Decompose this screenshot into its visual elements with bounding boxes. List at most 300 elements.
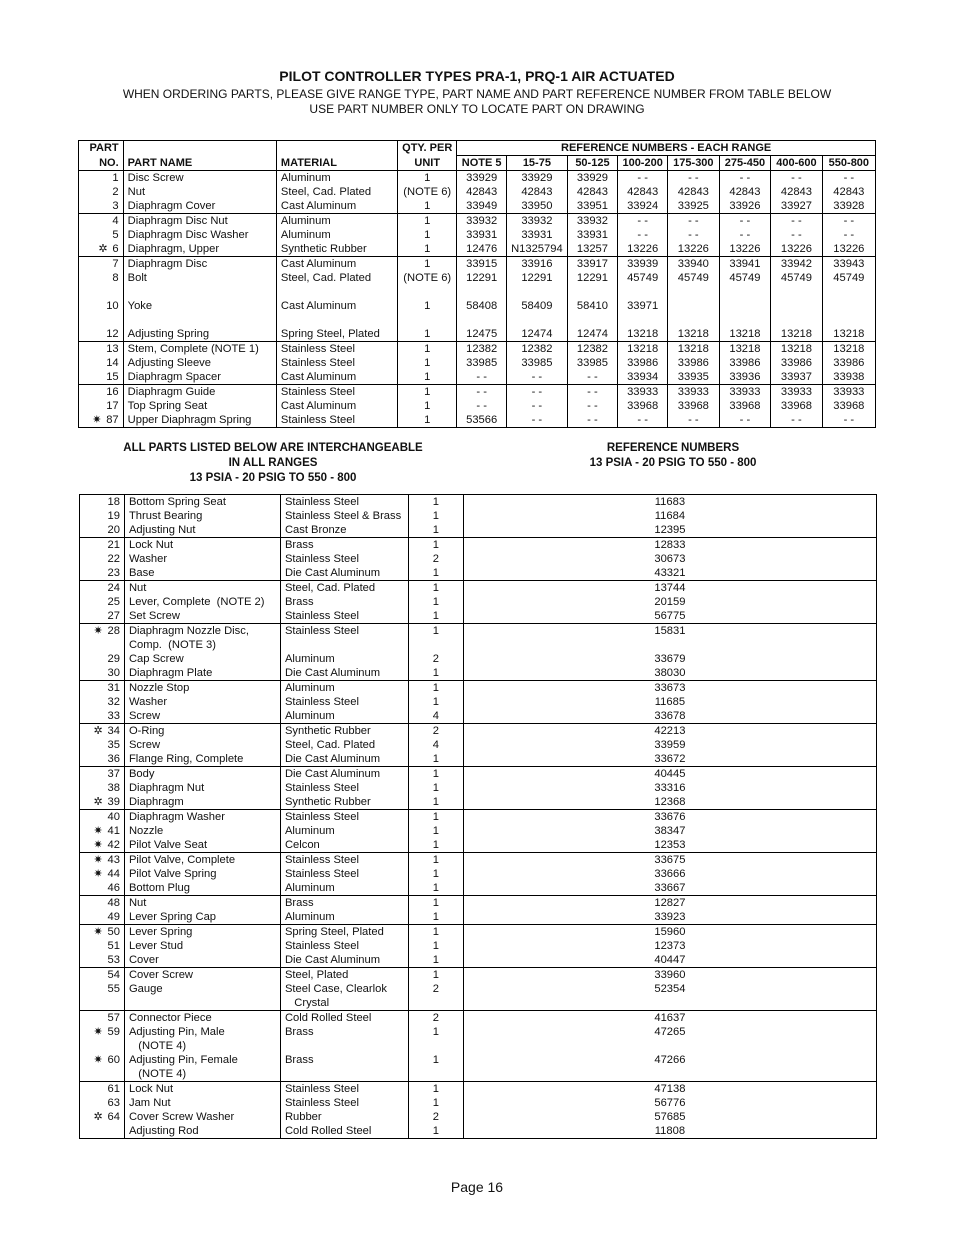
reference-number-cell: 33917 [567,257,618,272]
reference-number-cell: 33932 [567,214,618,229]
part-name-cell: Stem, Complete (NOTE 1) [123,342,276,357]
part-name-cell: Lock Nut [124,1082,280,1097]
reference-number-cell: 33932 [507,214,568,229]
part-number-cell [80,509,125,523]
part-name-cell: Screw [124,709,280,724]
table-row [80,538,877,553]
material-cell: Synthetic Rubber [280,724,408,739]
reference-number-cell: 41637 [463,1011,876,1026]
part-number-cell [80,1124,125,1139]
part-number: 3 [112,200,119,212]
table-row [79,370,876,385]
reference-number-cell: 42843 [618,185,668,199]
table-row [80,853,877,868]
part-number: 33 [107,710,120,722]
reference-number-cell: 33968 [771,399,823,413]
interchangeable-heading-line: 13 PSIA - 20 PSIG TO 550 - 800 [189,472,357,484]
reference-number-cell: 38030 [463,666,876,681]
table-row [80,982,877,996]
reference-number-cell: 13218 [618,327,668,342]
reference-number-cell: 56775 [463,609,876,624]
part-marker: ✲ [98,243,108,255]
qty-cell: 1 [398,413,457,428]
material-cell [280,1067,408,1082]
table-row [80,595,877,609]
part-name-cell: Lever Stud [124,939,280,953]
reference-number-cell: 33985 [457,356,507,370]
header-part: PART [89,142,119,154]
table-row [79,413,876,428]
qty-cell: 4 [408,738,463,752]
part-number-cell [80,953,125,968]
part-number-cell [80,795,125,810]
part-number-cell [79,356,124,370]
reference-number-cell: 40447 [463,953,876,968]
reference-number-cell: 12353 [463,838,876,853]
header-range: 400-600 [771,156,823,171]
reference-number-cell: 33926 [719,199,771,214]
table-row [80,652,877,666]
material-cell: Die Cast Aluminum [280,566,408,581]
part-name-cell: Body [124,767,280,782]
part-name-cell [123,313,276,327]
qty-cell: 1 [408,810,463,825]
part-number-cell [80,495,125,510]
reference-number-cell: 33950 [507,199,568,214]
qty-cell: 1 [408,695,463,709]
part-number-cell [79,271,124,285]
qty-cell [408,996,463,1011]
part-number-cell [80,1025,125,1039]
part-number: 21 [107,539,120,551]
table-row [80,896,877,911]
part-number: 43 [107,854,120,866]
part-name-cell: (NOTE 4) [124,1067,280,1082]
table-row [79,185,876,199]
part-number-cell [79,285,124,299]
qty-cell [408,1067,463,1082]
part-number: 14 [106,357,119,369]
reference-number-cell: 13226 [719,242,771,257]
part-number: 54 [107,969,120,981]
part-number-cell [80,681,125,696]
reference-number-cell [668,285,720,299]
part-number: 15 [106,371,119,383]
reference-number-cell: 13218 [668,342,720,357]
table-row [80,695,877,709]
part-number: 13 [106,343,119,355]
interchangeable-heading-line: IN ALL RANGES [228,457,318,469]
qty-cell [398,285,457,299]
reference-number-cell: 13226 [668,242,720,257]
reference-number-cell: 33925 [668,199,720,214]
reference-number-cell: - - [668,214,720,229]
qty-cell: 1 [408,1053,463,1067]
material-cell: Cast Aluminum [276,399,397,413]
reference-number-cell: 33986 [618,356,668,370]
common-parts-table [79,494,877,1139]
material-cell: Cast Aluminum [276,257,397,272]
reference-number-cell: 38347 [463,824,876,838]
material-cell [280,638,408,652]
material-cell: Aluminum [280,681,408,696]
reference-number-cell: - - [618,171,668,186]
material-cell: Stainless Steel [280,695,408,709]
material-cell: Steel, Cad. Plated [280,738,408,752]
part-name-cell: Diaphragm Plate [124,666,280,681]
part-number: 59 [107,1026,120,1038]
table-row [79,271,876,285]
part-name-cell: Nozzle [124,824,280,838]
part-number-cell [80,724,125,739]
reference-number-cell: 33931 [507,228,568,242]
part-number-cell [80,925,125,940]
part-name-cell: Bottom Plug [124,881,280,896]
material-cell: Cast Aluminum [276,199,397,214]
qty-cell: 1 [408,824,463,838]
reference-number-cell [719,285,771,299]
qty-cell: 1 [408,752,463,767]
material-cell: Steel, Cad. Plated [276,185,397,199]
part-number-cell [79,399,124,413]
part-number: 60 [107,1054,120,1066]
header-qty-per: QTY. PER [398,141,457,156]
table-row [79,327,876,342]
header-range: 50-125 [567,156,618,171]
material-cell: Brass [280,896,408,911]
reference-number-cell: 33986 [822,356,875,370]
reference-number-cell: - - [719,413,771,428]
part-number: 61 [107,1083,120,1095]
part-number-cell [80,867,125,881]
part-name-cell: Nut [124,581,280,596]
part-number: 25 [107,596,120,608]
material-cell: Synthetic Rubber [280,795,408,810]
table-row [80,638,877,652]
reference-number-cell: 33933 [822,385,875,400]
table-row [80,1067,877,1082]
part-number: 64 [107,1111,120,1123]
reference-number-cell: 13226 [822,242,875,257]
part-name-cell: Lever Spring Cap [124,910,280,925]
part-number: 51 [107,940,120,952]
table-row [80,1011,877,1026]
table-row [80,953,877,968]
qty-cell: 1 [408,1025,463,1039]
table-row [80,996,877,1011]
material-cell [276,285,397,299]
part-number-cell [79,185,124,199]
reference-number-cell: 11683 [463,495,876,510]
reference-number-cell: 42843 [771,185,823,199]
reference-number-cell: - - [771,171,823,186]
reference-number-cell: 13218 [719,327,771,342]
reference-number-cell: - - [567,370,618,385]
qty-cell: 1 [408,925,463,940]
reference-number-cell: N1325794 [507,242,568,257]
reference-number-cell: 33934 [618,370,668,385]
table-row [79,214,876,229]
reference-number-cell: - - [719,214,771,229]
part-number-cell [80,767,125,782]
reference-number-cell: 33968 [618,399,668,413]
reference-number-cell [507,313,568,327]
reference-number-cell: 11808 [463,1124,876,1139]
material-cell: Stainless Steel [280,552,408,566]
table-row [80,1124,877,1139]
table-row [80,566,877,581]
qty-cell: 1 [398,171,457,186]
qty-cell: 1 [398,214,457,229]
reference-number-cell: 33672 [463,752,876,767]
table-row [80,752,877,767]
part-name-cell: Diaphragm Guide [123,385,276,400]
part-marker: ✲ [93,1111,103,1123]
reference-number-cell: 47266 [463,1053,876,1067]
material-cell: Stainless Steel [276,342,397,357]
part-number: 5 [112,229,119,241]
header-range: 15-75 [507,156,568,171]
reference-number-cell [719,299,771,313]
qty-cell: 2 [408,1110,463,1124]
part-name-cell: Nozzle Stop [124,681,280,696]
qty-cell: 1 [398,385,457,400]
part-name-cell: Yoke [123,299,276,313]
part-name-cell: (NOTE 4) [124,1039,280,1053]
part-number-cell [80,996,125,1011]
qty-cell: 1 [408,581,463,596]
part-number-cell [80,738,125,752]
reference-number-cell: 33971 [618,299,668,313]
qty-cell: 1 [398,199,457,214]
reference-number-cell [618,313,668,327]
part-marker: ✷ [93,1026,103,1038]
drawing-instructions: USE PART NUMBER ONLY TO LOCATE PART ON DRAWING [309,102,645,116]
qty-cell: 1 [408,1082,463,1097]
table-row [80,581,877,596]
reference-number-cell: 33915 [457,257,507,272]
part-marker: ✷ [93,825,103,837]
part-name-cell: Top Spring Seat [123,399,276,413]
reference-number-cell: 12291 [507,271,568,285]
part-number: 34 [107,725,120,737]
reference-number-cell: 42213 [463,724,876,739]
reference-number-cell: - - [668,413,720,428]
reference-number-cell: - - [507,370,568,385]
table-row [79,285,876,299]
qty-cell: 1 [398,399,457,413]
reference-number-cell: - - [719,171,771,186]
reference-number-cell: 45749 [822,271,875,285]
reference-number-cell: 12373 [463,939,876,953]
qty-cell: 1 [408,896,463,911]
part-name-cell: Diaphragm [124,795,280,810]
reference-number-cell: 33932 [457,214,507,229]
table-row [80,1053,877,1067]
reference-number-cell [771,285,823,299]
table-row [79,399,876,413]
part-number-cell [80,939,125,953]
reference-number-cell: 12833 [463,538,876,553]
part-number-cell [80,1110,125,1124]
qty-cell: 1 [408,666,463,681]
part-number-cell [80,1067,125,1082]
part-number: 38 [107,782,120,794]
qty-cell: 1 [408,853,463,868]
reference-number-cell: 45749 [719,271,771,285]
part-name-cell: Lever Spring [124,925,280,940]
reference-number-cell: 11684 [463,509,876,523]
reference-number-cell: 13744 [463,581,876,596]
part-number: 4 [112,215,119,227]
part-number-cell [80,824,125,838]
reference-number-cell: 42843 [822,185,875,199]
qty-cell: 1 [408,795,463,810]
table-row [79,228,876,242]
reference-number-cell: 33951 [567,199,618,214]
part-number-cell [79,385,124,400]
material-cell: Synthetic Rubber [276,242,397,257]
table-row [80,495,877,510]
qty-cell: 1 [408,910,463,925]
part-marker: ✷ [93,868,103,880]
part-number: 23 [107,567,120,579]
qty-cell [408,638,463,652]
table-row [80,624,877,639]
table-row [80,1025,877,1039]
qty-cell: 1 [408,609,463,624]
reference-number-cell: - - [771,214,823,229]
table-row [80,523,877,538]
reference-number-cell: - - [618,214,668,229]
reference-number-cell: 13257 [567,242,618,257]
page-number: Page 16 [450,1179,504,1195]
part-number: 31 [107,682,120,694]
reference-number-cell: 33938 [822,370,875,385]
reference-number-cell: 33929 [567,171,618,186]
material-cell: Stainless Steel [276,356,397,370]
part-number: 55 [107,983,120,995]
part-name-cell: Thrust Bearing [124,509,280,523]
part-name-cell: Nut [124,896,280,911]
reference-number-cell: 33666 [463,867,876,881]
reference-number-cell: 42843 [507,185,568,199]
part-name-cell: Diaphragm, Upper [123,242,276,257]
material-cell: Brass [280,1025,408,1039]
qty-cell: 1 [398,228,457,242]
part-name-cell: Cover [124,953,280,968]
material-cell: Brass [280,538,408,553]
reference-number-cell [771,313,823,327]
part-number-cell [80,523,125,538]
part-number-cell [80,609,125,624]
reference-number-cell: 12395 [463,523,876,538]
part-number: 2 [112,186,119,198]
reference-number-cell: 33667 [463,881,876,896]
table-row [80,1110,877,1124]
reference-number-cell [668,299,720,313]
qty-cell: 1 [408,1096,463,1110]
material-cell: Cast Bronze [280,523,408,538]
reference-number-cell: 52354 [463,982,876,996]
material-cell: Stainless Steel [280,1082,408,1097]
reference-number-cell: 13218 [719,342,771,357]
reference-number-cell: 43321 [463,566,876,581]
reference-number-cell: 33927 [771,199,823,214]
reference-number-cell: 12382 [567,342,618,357]
part-name-cell: Diaphragm Washer [124,810,280,825]
qty-cell: 1 [398,299,457,313]
part-number: 10 [106,300,119,312]
part-name-cell: Cover Screw [124,968,280,983]
part-number-cell [80,752,125,767]
table-row [80,509,877,523]
part-number: 63 [107,1097,120,1109]
part-name-cell: Washer [124,695,280,709]
reference-number-cell: 13226 [771,242,823,257]
header-range: NOTE 5 [457,156,507,171]
qty-cell: (NOTE 6) [398,271,457,285]
part-marker: ✷ [93,854,103,866]
qty-cell: 1 [398,342,457,357]
reference-number-cell: 12291 [457,271,507,285]
material-cell: Stainless Steel [276,413,397,428]
table-row [80,881,877,896]
part-name-cell: Diaphragm Disc [123,257,276,272]
part-name-cell: Adjusting Rod [124,1124,280,1139]
part-number: 32 [107,696,120,708]
material-cell: Stainless Steel [280,939,408,953]
part-number-cell [79,199,124,214]
reference-number-cell: 33931 [457,228,507,242]
part-number-cell [79,299,124,313]
part-name-cell: Comp. (NOTE 3) [124,638,280,652]
part-name-cell: Jam Nut [124,1096,280,1110]
part-name-cell: Diaphragm Nozzle Disc, [124,624,280,639]
reference-number-cell: 33679 [463,652,876,666]
reference-number-cell: - - [618,413,668,428]
reference-number-cell [668,313,720,327]
part-number: 42 [107,839,120,851]
qty-cell [398,313,457,327]
reference-number-cell: 33968 [719,399,771,413]
part-number-cell [80,552,125,566]
reference-number-cell: - - [771,413,823,428]
table-row [79,385,876,400]
reference-number-cell: 33959 [463,738,876,752]
qty-cell: 1 [408,781,463,795]
reference-number-cell: 30673 [463,552,876,566]
reference-number-cell: 12474 [567,327,618,342]
material-cell: Aluminum [280,652,408,666]
table-row [79,299,876,313]
reference-number-cell: - - [457,385,507,400]
part-number: 87 [106,414,119,426]
table-row [80,738,877,752]
material-cell: Stainless Steel & Brass [280,509,408,523]
material-cell: Stainless Steel [280,810,408,825]
part-name-cell: Lever, Complete (NOTE 2) [124,595,280,609]
qty-cell: 1 [408,767,463,782]
part-number: 48 [107,897,120,909]
reference-number-cell: - - [668,171,720,186]
part-number-cell [80,896,125,911]
part-number: 24 [107,582,120,594]
material-cell: Steel, Plated [280,968,408,983]
reference-number-cell: 13218 [771,342,823,357]
part-name-cell: Flange Ring, Complete [124,752,280,767]
part-number: 46 [107,882,120,894]
